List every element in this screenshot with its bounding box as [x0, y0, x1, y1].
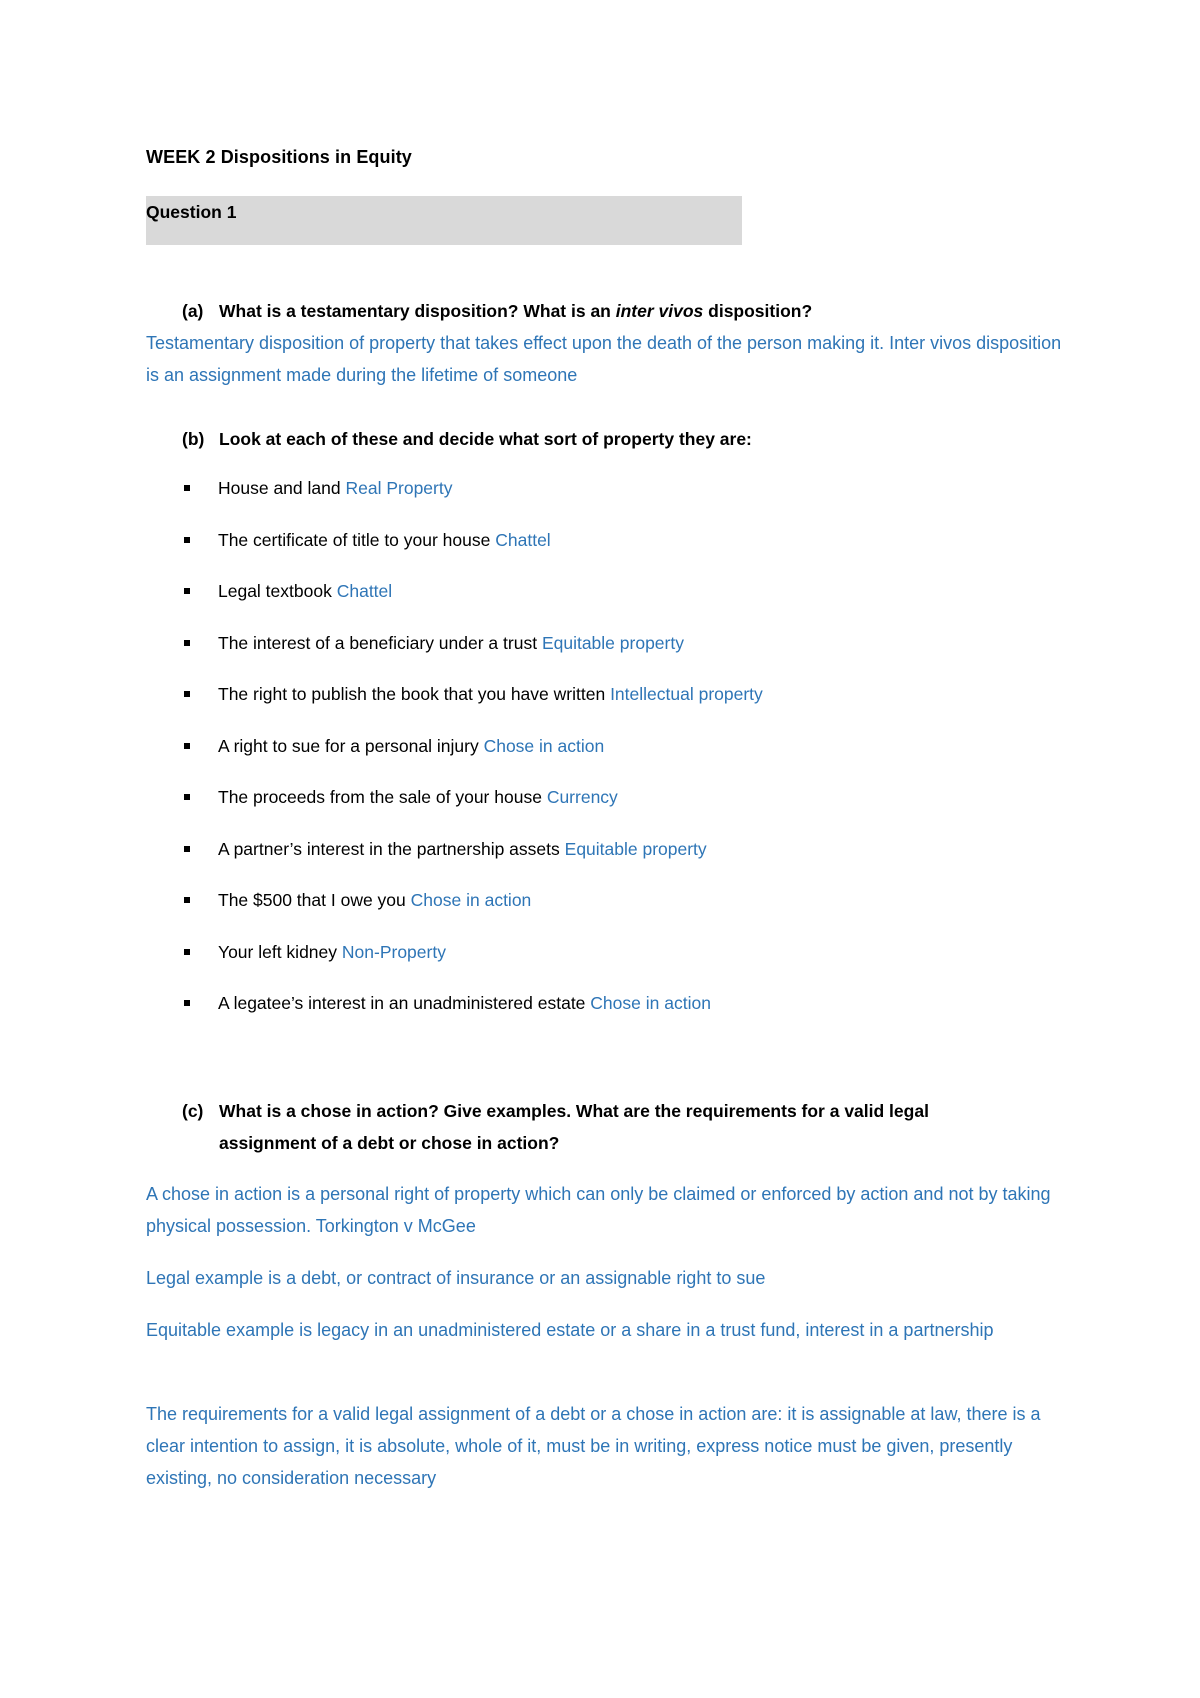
item-answer: Real Property [345, 478, 453, 498]
part-c-answer-equitable-example: Equitable example is legacy in an unadministered estate or a share in a trust fund, interest in a partnership [146, 1320, 994, 1340]
item-text: The certificate of title to your house [218, 529, 491, 550]
part-b-question [182, 423, 1039, 455]
part-c-letter: (c) [182, 1101, 204, 1121]
item-answer: Equitable property [564, 838, 707, 859]
part-c-answer-requirements: The requirements for a valid legal assignment of a debt or a chose in action are: it is assignable at law, there is a clear intention to assign, it is absolute, whole of it, must be in writing, express notice must be given, presently existing, no consideration necessary [146, 1404, 1041, 1488]
part-b-letter: (b) [182, 429, 205, 449]
item-answer: Currency [546, 787, 618, 807]
part-b-question-text: Look at each of these and decide what sort of property they are: [219, 429, 752, 449]
square-bullet-icon [184, 537, 190, 543]
question-heading-box [146, 196, 742, 245]
part-c-answer-definition: A chose in action is a personal right of property which can only be claimed or enforced by action and not by taking physical possession. Torkington v McGee [146, 1184, 1051, 1236]
part-a-question-prefix: What is a testamentary disposition? What is an [219, 301, 616, 321]
item-text: The right to publish the book that you have written [218, 684, 606, 704]
part-a-answer: Testamentary disposition of property that takes effect upon the death of the person making it. Inter vivos disposition is an assignment made during the lifetime of someone [146, 333, 1062, 385]
item-text: House and land [218, 478, 341, 498]
item-text: The $500 that I owe you [218, 890, 406, 910]
item-text: Your left kidney [218, 941, 338, 962]
item-text: Legal textbook [218, 581, 332, 601]
part-a-question [182, 295, 1039, 327]
part-a-question-italic: inter vivos [615, 301, 704, 321]
part-a-question-suffix: disposition? [703, 301, 813, 321]
item-text: A right to sue for a personal injury [218, 735, 479, 756]
square-bullet-icon [184, 1000, 190, 1006]
item-answer: Chattel [495, 529, 551, 550]
part-a-letter: (a) [182, 301, 204, 321]
square-bullet-icon [184, 588, 190, 594]
item-text: A legatee’s interest in an unadministered estate [218, 993, 586, 1013]
document-title: WEEK 2 Dispositions in Equity [146, 147, 412, 167]
item-answer: Chose in action [483, 735, 605, 756]
square-bullet-icon [184, 640, 190, 646]
item-text: The interest of a beneficiary under a trust [218, 632, 538, 653]
square-bullet-icon [184, 743, 190, 749]
square-bullet-icon [184, 949, 190, 955]
item-answer: Intellectual property [610, 684, 763, 704]
square-bullet-icon [184, 691, 190, 697]
square-bullet-icon [184, 794, 190, 800]
item-answer: Equitable property [541, 632, 684, 653]
part-c-question [182, 1095, 1019, 1159]
item-answer: Chose in action [410, 890, 532, 910]
item-answer: Non-Property [341, 941, 446, 962]
question-heading: Question 1 [146, 202, 237, 222]
part-a-question-text [219, 295, 1039, 327]
square-bullet-icon [184, 485, 190, 491]
item-answer: Chose in action [590, 993, 711, 1013]
square-bullet-icon [184, 897, 190, 903]
square-bullet-icon [184, 846, 190, 852]
item-text: The proceeds from the sale of your house [218, 787, 542, 807]
part-c-question-text: What is a chose in action? Give examples. What are the requirements for a valid legal assignment of a debt or chose in action? [219, 1101, 929, 1153]
part-c-answer-legal-example: Legal example is a debt, or contract of insurance or an assignable right to sue [146, 1268, 766, 1288]
item-text: A partner’s interest in the partnership assets [218, 838, 560, 859]
item-answer: Chattel [336, 581, 393, 601]
